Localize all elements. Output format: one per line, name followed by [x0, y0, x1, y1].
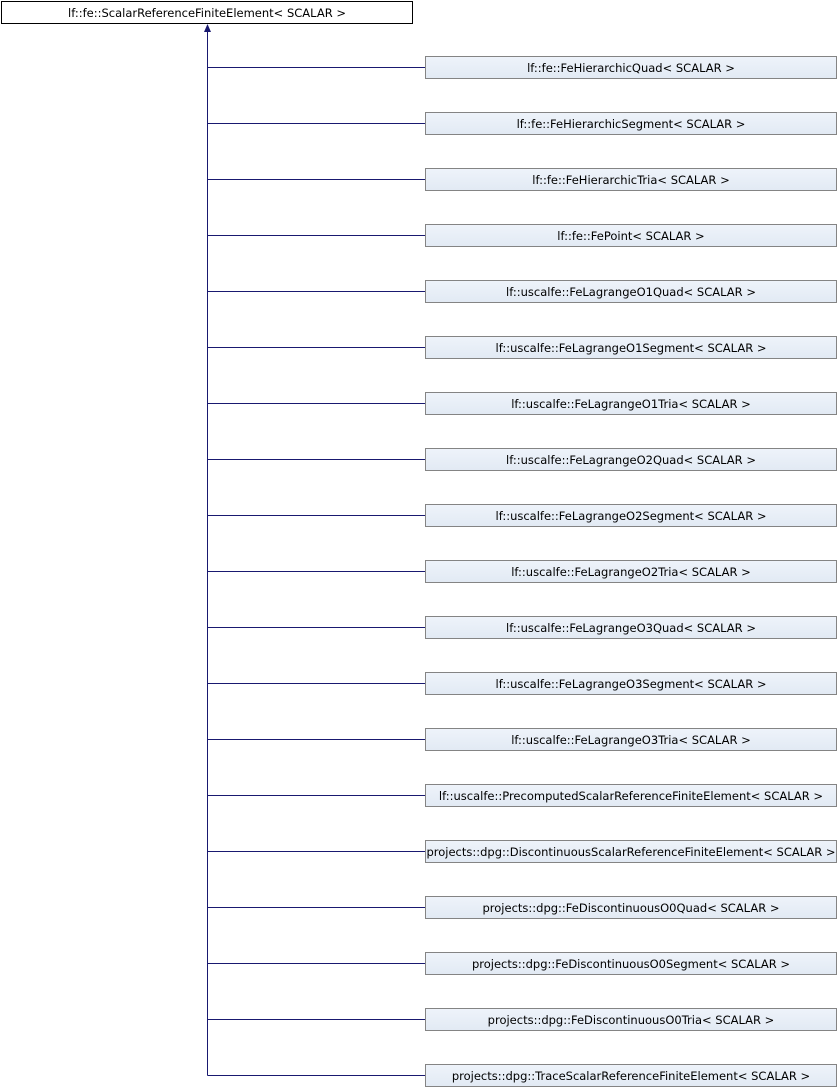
- derived-class-node[interactable]: lf::uscalfe::FeLagrangeO3Segment< SCALAR >: [425, 672, 837, 695]
- derived-class-node[interactable]: projects::dpg::TraceScalarReferenceFiniteElement< SCALAR >: [425, 1064, 837, 1087]
- derived-class-node[interactable]: lf::uscalfe::FeLagrangeO2Tria< SCALAR >: [425, 560, 837, 583]
- inheritance-arrowhead: [204, 24, 211, 32]
- derived-class-node[interactable]: projects::dpg::FeDiscontinuousO0Quad< SCALAR >: [425, 896, 837, 919]
- derived-class-node[interactable]: lf::uscalfe::FeLagrangeO1Tria< SCALAR >: [425, 392, 837, 415]
- derived-class-node[interactable]: lf::fe::FePoint< SCALAR >: [425, 224, 837, 247]
- derived-class-node[interactable]: lf::fe::FeHierarchicQuad< SCALAR >: [425, 56, 837, 79]
- inheritance-branch-lines: [208, 68, 426, 1076]
- derived-class-node[interactable]: lf::uscalfe::FeLagrangeO2Quad< SCALAR >: [425, 448, 837, 471]
- derived-class-node[interactable]: projects::dpg::DiscontinuousScalarReferenceFiniteElement< SCALAR >: [425, 840, 837, 863]
- derived-class-node[interactable]: lf::uscalfe::FeLagrangeO2Segment< SCALAR >: [425, 504, 837, 527]
- derived-class-node[interactable]: lf::uscalfe::PrecomputedScalarReferenceFiniteElement< SCALAR >: [425, 784, 837, 807]
- derived-class-node[interactable]: projects::dpg::FeDiscontinuousO0Segment< SCALAR >: [425, 952, 837, 975]
- derived-class-node[interactable]: lf::fe::FeHierarchicSegment< SCALAR >: [425, 112, 837, 135]
- base-class-node[interactable]: lf::fe::ScalarReferenceFiniteElement< SCALAR >: [1, 1, 413, 24]
- derived-class-node[interactable]: projects::dpg::FeDiscontinuousO0Tria< SCALAR >: [425, 1008, 837, 1031]
- derived-class-node[interactable]: lf::uscalfe::FeLagrangeO1Segment< SCALAR >: [425, 336, 837, 359]
- derived-class-node[interactable]: lf::uscalfe::FeLagrangeO1Quad< SCALAR >: [425, 280, 837, 303]
- derived-class-node[interactable]: lf::fe::FeHierarchicTria< SCALAR >: [425, 168, 837, 191]
- derived-class-node[interactable]: lf::uscalfe::FeLagrangeO3Tria< SCALAR >: [425, 728, 837, 751]
- derived-class-node[interactable]: lf::uscalfe::FeLagrangeO3Quad< SCALAR >: [425, 616, 837, 639]
